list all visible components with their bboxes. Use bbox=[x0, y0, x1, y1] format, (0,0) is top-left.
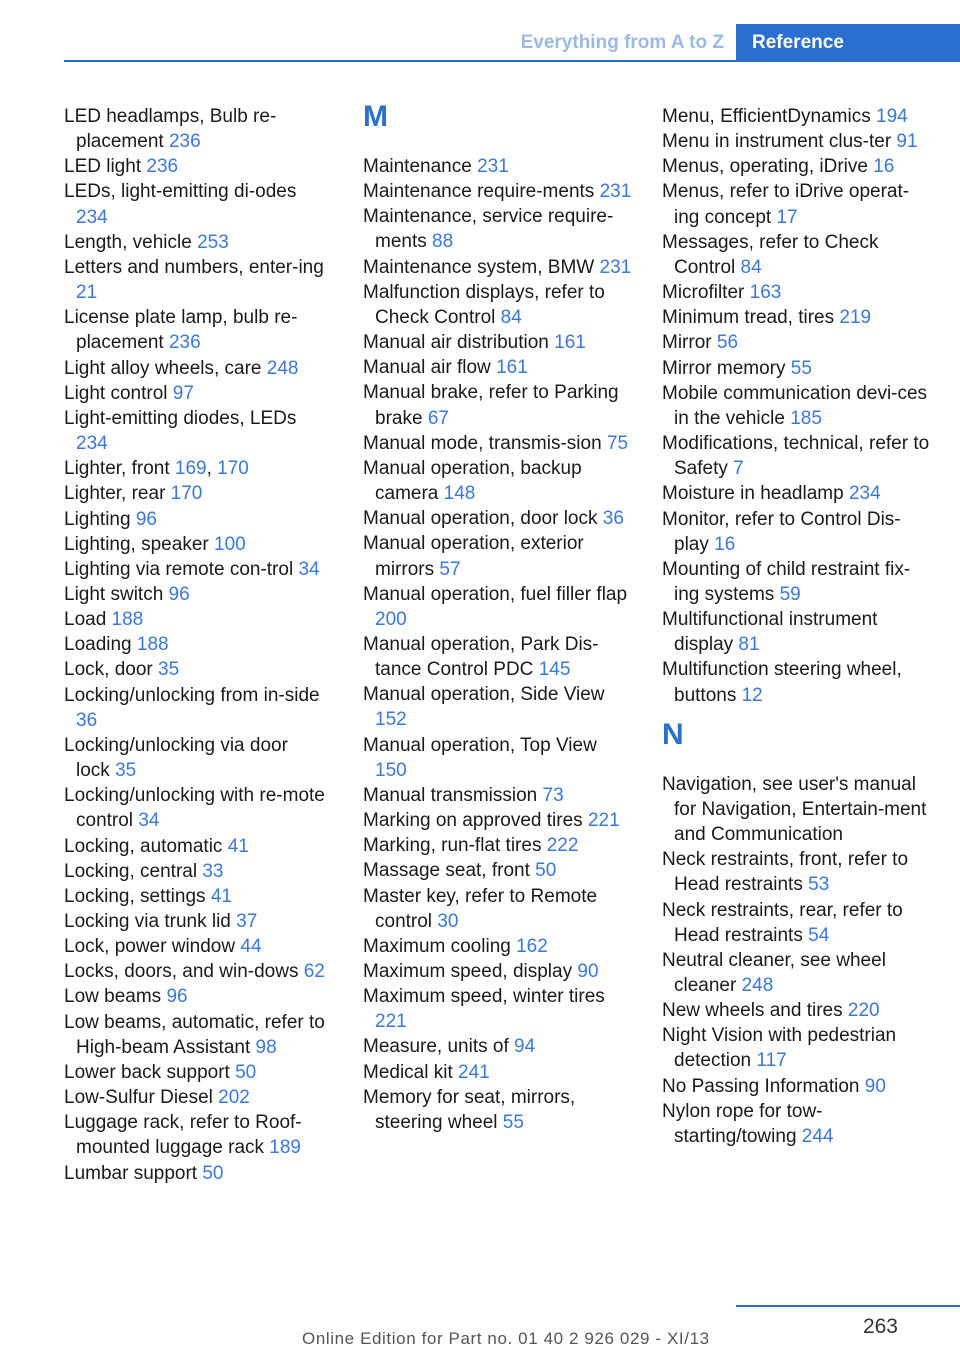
page-reference-link[interactable]: 221 bbox=[587, 810, 620, 832]
index-entry bbox=[662, 607, 934, 657]
page-reference-link[interactable]: 16 bbox=[873, 156, 895, 178]
index-entry bbox=[64, 909, 326, 934]
entry-term: Medical kit bbox=[363, 1061, 459, 1083]
index-entry bbox=[662, 431, 934, 481]
footer-divider bbox=[736, 1305, 960, 1307]
index-entry bbox=[363, 783, 633, 808]
page-reference-link[interactable]: 96 bbox=[135, 508, 157, 530]
index-entry bbox=[64, 984, 326, 1009]
index-entry bbox=[363, 431, 633, 456]
page-reference-link[interactable]: 253 bbox=[197, 231, 229, 253]
page-reference-link[interactable]: 219 bbox=[839, 307, 872, 329]
page-reference-link[interactable]: 248 bbox=[266, 357, 299, 379]
page-reference-link[interactable]: 220 bbox=[847, 1000, 880, 1022]
index-entry bbox=[363, 884, 633, 934]
page-reference-link[interactable]: 57 bbox=[439, 558, 461, 580]
index-entry bbox=[363, 632, 633, 682]
page-reference-link[interactable]: 188 bbox=[111, 609, 144, 631]
index-entry bbox=[363, 531, 633, 581]
entry-term: Maintenance require-ments bbox=[363, 181, 600, 203]
index-entry bbox=[363, 733, 633, 783]
index-entry bbox=[64, 683, 326, 733]
index-entry bbox=[64, 1010, 326, 1060]
index-entry bbox=[363, 582, 633, 632]
entry-term: Locks, doors, and win-dows bbox=[64, 961, 304, 983]
page-reference-link[interactable]: 59 bbox=[779, 583, 801, 605]
index-entry bbox=[64, 834, 326, 859]
entry-term: Manual operation, fuel filler flap bbox=[363, 583, 628, 605]
header-tab-reference: Reference bbox=[736, 24, 960, 61]
section-letter-m: M bbox=[363, 100, 388, 133]
entry-term: Microfilter bbox=[662, 282, 750, 304]
page-reference-link[interactable]: 94 bbox=[514, 1036, 536, 1058]
section-letter-n: N bbox=[662, 717, 684, 751]
page-reference-link[interactable]: 17 bbox=[776, 206, 798, 228]
index-entry bbox=[64, 783, 326, 833]
entry-term: Luggage rack, refer to Roof-mounted luggage rack bbox=[64, 1112, 302, 1159]
page-reference-link[interactable]: 16 bbox=[714, 533, 736, 555]
index-entry bbox=[363, 833, 633, 858]
entry-term: Locking/unlocking with re-mote control bbox=[64, 785, 325, 832]
entry-term: Marking, run-flat tires bbox=[363, 835, 547, 857]
entry-term: Maintenance, service require-ments bbox=[363, 206, 614, 253]
index-entry bbox=[64, 607, 326, 632]
page-reference-link[interactable]: 91 bbox=[896, 131, 918, 153]
page-reference-link[interactable]: 162 bbox=[516, 935, 548, 957]
page-reference-link[interactable]: 200 bbox=[375, 608, 407, 630]
entry-term: Locking, settings bbox=[64, 885, 211, 907]
index-entry bbox=[363, 154, 633, 179]
entry-term: Master key, refer to Remote control bbox=[363, 885, 598, 932]
index-entry bbox=[662, 998, 934, 1023]
page-reference-link[interactable]: 236 bbox=[146, 156, 179, 178]
index-entry bbox=[64, 582, 326, 607]
page-reference-link[interactable]: 202 bbox=[218, 1087, 250, 1109]
entry-term: Monitor, refer to Control Dis-play bbox=[662, 508, 901, 555]
index-entry bbox=[64, 104, 326, 154]
page-reference-link[interactable]: 81 bbox=[738, 634, 760, 656]
entry-term: Multifunctional instrument display bbox=[662, 609, 878, 656]
index-entry bbox=[662, 507, 934, 557]
header-divider bbox=[64, 60, 960, 62]
index-entry bbox=[363, 179, 633, 204]
entry-list bbox=[363, 154, 633, 1135]
index-entry bbox=[64, 934, 326, 959]
entry-term: Mirror memory bbox=[662, 357, 791, 379]
index-entry bbox=[64, 154, 326, 179]
entry-term: Maintenance bbox=[363, 156, 478, 177]
page-reference-link[interactable]: 34 bbox=[138, 810, 160, 832]
page-reference-link[interactable]: 44 bbox=[240, 936, 262, 958]
index-entry bbox=[662, 179, 934, 229]
page-number: 263 bbox=[862, 1315, 898, 1338]
entry-term: Length, vehicle bbox=[64, 231, 198, 253]
entry-term: Marking on approved tires bbox=[363, 810, 588, 832]
page-reference-link[interactable]: 41 bbox=[227, 835, 249, 857]
entry-term: Manual operation, exterior mirrors bbox=[363, 533, 584, 580]
entry-term: License plate lamp, bulb re-placement bbox=[64, 307, 298, 354]
entry-term: Letters and numbers, enter-ing bbox=[64, 256, 324, 278]
index-entry bbox=[363, 204, 633, 254]
entry-term: Low beams bbox=[64, 986, 167, 1008]
entry-list bbox=[662, 772, 934, 1149]
entry-term: Loading bbox=[64, 634, 137, 656]
page-reference-link[interactable]: 55 bbox=[502, 1111, 524, 1133]
entry-term: Maximum cooling bbox=[363, 935, 517, 957]
page-separator: , bbox=[206, 458, 218, 480]
index-entry bbox=[64, 733, 326, 783]
entry-term: Manual operation, backup camera bbox=[363, 457, 582, 505]
entry-term: Moisture in headlamp bbox=[662, 483, 849, 505]
page-reference-link[interactable]: 161 bbox=[554, 332, 586, 354]
entry-term: Memory for seat, mirrors, steering wheel bbox=[363, 1086, 576, 1133]
entry-term: Lumbar support bbox=[64, 1162, 203, 1184]
page-reference-link[interactable]: 67 bbox=[427, 407, 449, 429]
entry-term: Menu, EfficientDynamics bbox=[662, 106, 877, 127]
index-entry bbox=[662, 481, 934, 506]
index-entry bbox=[64, 632, 326, 657]
page-reference-link[interactable]: 7 bbox=[733, 458, 744, 480]
entry-term: Menu in instrument clus-ter bbox=[662, 131, 897, 153]
index-entry bbox=[363, 808, 633, 833]
entry-term: Light-emitting diodes, LEDs bbox=[64, 407, 297, 429]
index-entry bbox=[363, 1085, 633, 1135]
page-reference-link[interactable]: 55 bbox=[790, 357, 812, 379]
index-entry bbox=[363, 984, 633, 1034]
index-entry bbox=[64, 507, 326, 532]
index-entry bbox=[662, 847, 934, 897]
page-reference-link[interactable]: 75 bbox=[606, 432, 629, 454]
index-entry bbox=[64, 179, 326, 229]
index-entry bbox=[662, 129, 934, 154]
index-entry bbox=[363, 255, 633, 280]
index-entry bbox=[64, 557, 326, 582]
entry-term: Lower back support bbox=[64, 1061, 236, 1083]
index-entry bbox=[64, 1161, 326, 1186]
index-entry bbox=[363, 330, 633, 355]
page-reference-link[interactable]: 163 bbox=[749, 282, 782, 304]
index-entry bbox=[662, 230, 934, 280]
page-reference-link[interactable]: 84 bbox=[740, 256, 762, 278]
entry-term: Lighting, speaker bbox=[64, 533, 214, 555]
index-entry bbox=[363, 280, 633, 330]
entry-term: Locking via trunk lid bbox=[64, 911, 237, 932]
page-reference-link[interactable]: 62 bbox=[303, 961, 325, 983]
index-entry bbox=[662, 280, 934, 305]
entry-list bbox=[64, 104, 326, 1186]
index-entry bbox=[64, 381, 326, 406]
edition-footer: Online Edition for Part no. 01 40 2 926 029 - XI/13 bbox=[302, 1329, 710, 1348]
entry-term: Light control bbox=[64, 382, 173, 404]
page-reference-link[interactable]: 96 bbox=[168, 583, 190, 605]
entry-term: Manual air distribution bbox=[363, 332, 555, 354]
index-entry bbox=[363, 506, 633, 531]
index-entry bbox=[64, 1060, 326, 1085]
entry-term: Mirror bbox=[662, 332, 717, 354]
page-reference-link[interactable]: 35 bbox=[115, 760, 137, 782]
page-reference-link[interactable]: 36 bbox=[76, 709, 98, 731]
index-entry bbox=[64, 481, 326, 506]
page-reference-link[interactable]: 169 bbox=[174, 458, 207, 480]
page-reference-link[interactable]: 36 bbox=[602, 508, 624, 530]
page-reference-link[interactable]: 21 bbox=[76, 282, 98, 304]
entry-term: Manual transmission bbox=[363, 784, 543, 806]
entry-term: Lighter, front bbox=[64, 458, 175, 480]
entry-term: LEDs, light-emitting di-odes bbox=[64, 181, 297, 203]
entry-term: Low-Sulfur Diesel bbox=[64, 1087, 219, 1109]
entry-term: Maximum speed, display bbox=[363, 961, 578, 982]
index-entry bbox=[662, 557, 934, 607]
entry-term: Neck restraints, rear, refer to Head restraints bbox=[662, 899, 903, 946]
index-entry bbox=[363, 682, 633, 732]
index-entry bbox=[64, 884, 326, 909]
index-entry bbox=[363, 959, 633, 984]
page-reference-link[interactable]: 98 bbox=[255, 1036, 277, 1058]
page-reference-link[interactable]: 50 bbox=[535, 860, 557, 882]
entry-term: Manual operation, Side View bbox=[363, 684, 605, 706]
entry-term: Maximum speed, winter tires bbox=[363, 986, 605, 1008]
index-entry bbox=[662, 948, 934, 998]
entry-term: Manual operation, Park Dis-tance Control PDC bbox=[363, 633, 599, 681]
entry-term: Locking, automatic bbox=[64, 835, 228, 857]
index-column-2 bbox=[363, 100, 633, 1135]
entry-term: Measure, units of bbox=[363, 1036, 515, 1058]
entry-term: Light alloy wheels, care bbox=[64, 357, 267, 379]
page-reference-link[interactable]: 54 bbox=[808, 924, 830, 946]
index-entry bbox=[363, 380, 633, 430]
page-reference-link[interactable]: 221 bbox=[375, 1011, 407, 1033]
index-entry bbox=[363, 858, 633, 883]
entry-term: Maintenance system, BMW bbox=[363, 256, 600, 278]
page-reference-link[interactable]: 231 bbox=[599, 181, 632, 203]
entry-term: Manual brake, refer to Parking brake bbox=[363, 382, 619, 429]
entry-term: Menus, refer to iDrive operat-ing concept bbox=[662, 181, 910, 228]
entry-term: Minimum tread, tires bbox=[662, 307, 840, 329]
page-reference-link[interactable]: 170 bbox=[217, 458, 249, 480]
entry-term: Locking/unlocking from in-side bbox=[64, 684, 320, 706]
index-entry bbox=[662, 305, 934, 330]
page-reference-link[interactable]: 30 bbox=[437, 910, 459, 932]
entry-term: Manual operation, Top View bbox=[363, 734, 597, 756]
page-reference-link[interactable]: 234 bbox=[76, 206, 108, 228]
page-reference-link[interactable]: 145 bbox=[538, 659, 571, 681]
page-reference-link[interactable]: 188 bbox=[136, 634, 169, 656]
entry-term: LED light bbox=[64, 156, 147, 178]
index-entry bbox=[64, 532, 326, 557]
page-reference-link[interactable]: 222 bbox=[546, 835, 579, 857]
entry-term: Navigation, see user's manual for Navigation, Entertain-ment and Communication bbox=[662, 773, 927, 846]
page-reference-link[interactable]: 161 bbox=[496, 357, 528, 379]
entry-term: Load bbox=[64, 609, 112, 631]
page-reference-link[interactable]: 234 bbox=[848, 483, 881, 505]
entry-term: Neutral cleaner, see wheel cleaner bbox=[662, 949, 886, 996]
header-section-title: Everything from A to Z bbox=[520, 32, 724, 53]
index-entry bbox=[363, 1034, 633, 1059]
index-entry bbox=[64, 959, 326, 984]
entry-term: Lighting bbox=[64, 508, 136, 530]
entry-term: Light switch bbox=[64, 583, 169, 605]
entry-term: Manual air flow bbox=[363, 357, 497, 379]
entry-term: Low beams, automatic, refer to High-beam Assistant bbox=[64, 1011, 325, 1058]
index-entry bbox=[662, 356, 934, 381]
page-reference-link[interactable]: 244 bbox=[801, 1125, 834, 1147]
page-reference-link[interactable]: 231 bbox=[477, 156, 509, 177]
index-entry bbox=[662, 1099, 934, 1149]
entry-term: Modifications, technical, refer to Safety bbox=[662, 433, 930, 480]
index-entry bbox=[662, 772, 934, 847]
index-entry bbox=[64, 456, 326, 481]
page-reference-link[interactable]: 234 bbox=[76, 433, 108, 455]
page-reference-link[interactable]: 189 bbox=[269, 1137, 301, 1159]
entry-term: Neck restraints, front, refer to Head restraints bbox=[662, 849, 909, 896]
entry-term: Locking, central bbox=[64, 860, 203, 882]
entry-term: Multifunction steering wheel, buttons bbox=[662, 659, 902, 706]
entry-list bbox=[662, 104, 934, 708]
index-entry bbox=[64, 657, 326, 682]
index-column-3 bbox=[662, 104, 934, 1149]
entry-term: Lighting via remote con-trol bbox=[64, 558, 299, 580]
page-reference-link[interactable]: 150 bbox=[375, 759, 407, 781]
index-entry bbox=[662, 154, 934, 179]
page-reference-link[interactable]: 73 bbox=[542, 784, 564, 806]
page-reference-link[interactable]: 117 bbox=[756, 1050, 787, 1072]
index-entry bbox=[363, 456, 633, 506]
page-reference-link[interactable]: 97 bbox=[172, 382, 194, 404]
index-entry bbox=[363, 355, 633, 380]
entry-term: New wheels and tires bbox=[662, 1000, 848, 1022]
index-entry bbox=[662, 330, 934, 355]
page-reference-link[interactable]: 50 bbox=[235, 1061, 257, 1083]
entry-term: Manual mode, transmis-sion bbox=[363, 432, 607, 454]
index-entry bbox=[64, 356, 326, 381]
entry-term: Night Vision with pedestrian detection bbox=[662, 1025, 897, 1072]
page-reference-link[interactable]: 34 bbox=[298, 558, 320, 580]
entry-term: No Passing Information bbox=[662, 1075, 865, 1097]
index-entry bbox=[64, 230, 326, 255]
entry-term: Lock, power window bbox=[64, 936, 241, 958]
entry-term: Nylon rope for tow-starting/towing bbox=[662, 1100, 823, 1147]
index-entry bbox=[64, 1110, 326, 1160]
page-reference-link[interactable]: 37 bbox=[236, 911, 258, 932]
index-entry bbox=[662, 1074, 934, 1099]
page-reference-link[interactable]: 236 bbox=[168, 131, 201, 153]
entry-term: Malfunction displays, refer to Check Control bbox=[363, 281, 605, 328]
index-entry bbox=[662, 381, 934, 431]
entry-term: Menus, operating, iDrive bbox=[662, 156, 874, 178]
entry-term: Messages, refer to Check Control bbox=[662, 231, 879, 278]
page-reference-link[interactable]: 241 bbox=[458, 1061, 490, 1083]
page-reference-link[interactable]: 50 bbox=[202, 1162, 224, 1184]
index-entry bbox=[662, 898, 934, 948]
page-reference-link[interactable]: 90 bbox=[864, 1075, 886, 1097]
index-entry bbox=[64, 1085, 326, 1110]
page-reference-link[interactable]: 33 bbox=[202, 860, 224, 882]
index-entry bbox=[662, 104, 934, 129]
page-reference-link[interactable]: 90 bbox=[577, 961, 599, 982]
index-entry bbox=[363, 1060, 633, 1085]
page-reference-link[interactable]: 194 bbox=[876, 106, 908, 127]
page-reference-link[interactable]: 35 bbox=[158, 659, 180, 681]
page-reference-link[interactable]: 100 bbox=[214, 533, 246, 555]
entry-term: Locking/unlocking via door lock bbox=[64, 734, 288, 782]
index-entry bbox=[64, 859, 326, 884]
index-entry bbox=[64, 255, 326, 305]
entry-term: Mobile communication devi-ces in the vehicle bbox=[662, 382, 928, 429]
page-reference-link[interactable]: 248 bbox=[741, 975, 774, 996]
entry-term: LED headlamps, Bulb re-placement bbox=[64, 106, 277, 153]
entry-term: Massage seat, front bbox=[363, 860, 536, 882]
entry-term: Lighter, rear bbox=[64, 483, 171, 505]
page-reference-link[interactable]: 41 bbox=[210, 885, 232, 907]
entry-term: Lock, door bbox=[64, 659, 158, 681]
page-reference-link[interactable]: 53 bbox=[808, 874, 830, 896]
index-entry bbox=[662, 1023, 934, 1073]
entry-term: Mounting of child restraint fix-ing systems bbox=[662, 558, 911, 605]
index-entry bbox=[363, 934, 633, 959]
index-entry bbox=[662, 657, 934, 707]
index-column-1 bbox=[64, 104, 326, 1186]
page-reference-link[interactable]: 231 bbox=[599, 256, 632, 278]
page-reference-link[interactable]: 152 bbox=[375, 709, 407, 731]
page-reference-link[interactable]: 56 bbox=[716, 332, 739, 354]
index-entry bbox=[64, 406, 326, 456]
page-reference-link[interactable]: 12 bbox=[741, 684, 763, 706]
page-reference-link[interactable]: 170 bbox=[170, 483, 203, 505]
page-reference-link[interactable]: 236 bbox=[168, 332, 201, 354]
page-reference-link[interactable]: 88 bbox=[432, 231, 454, 253]
page-reference-link[interactable]: 148 bbox=[443, 483, 476, 505]
page-reference-link[interactable]: 96 bbox=[166, 986, 188, 1008]
index-entry bbox=[64, 305, 326, 355]
page-reference-link[interactable]: 84 bbox=[500, 306, 522, 328]
entry-term: Manual operation, door lock bbox=[363, 508, 603, 530]
page-reference-link[interactable]: 185 bbox=[790, 407, 822, 429]
